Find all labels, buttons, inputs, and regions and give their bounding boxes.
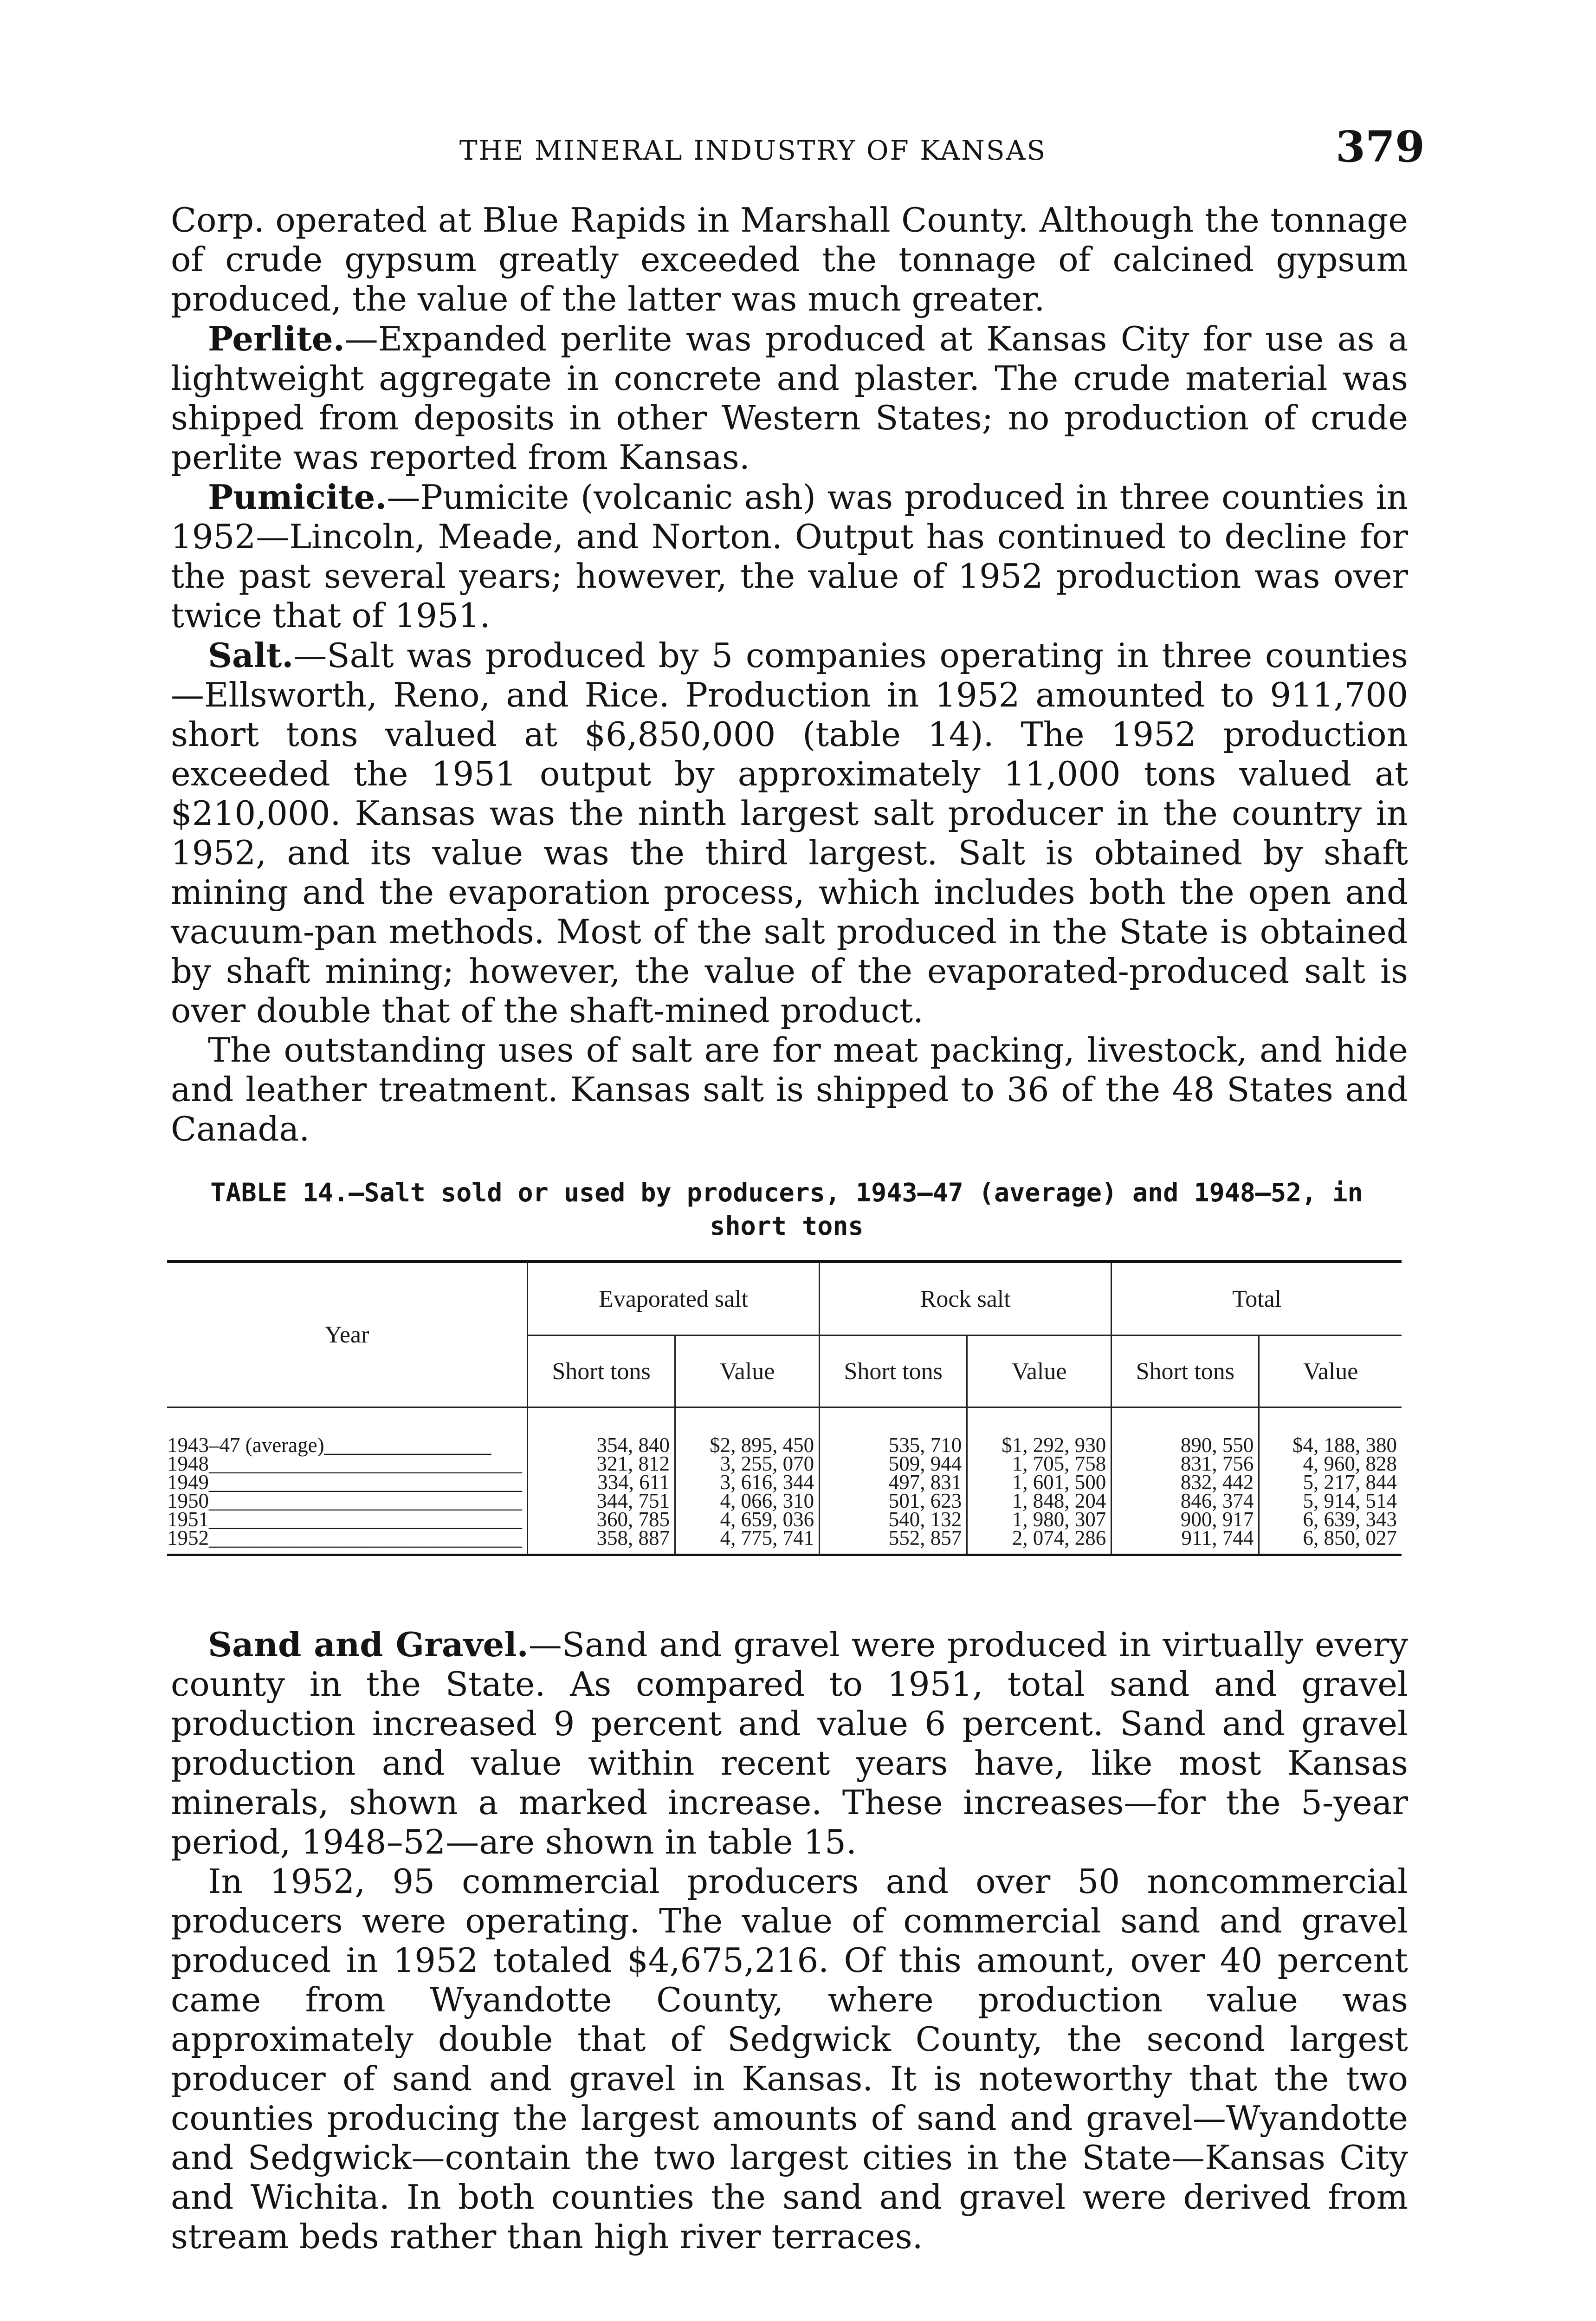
paragraph-pumicite (171, 477, 1408, 635)
cell-total-short-tons: 890, 550 (1111, 1407, 1259, 1455)
cell-year: 1948______________________________ (167, 1452, 522, 1475)
cell-rock-value: 1, 601, 500 (967, 1473, 1111, 1491)
cell-rock-value: 2, 074, 286 (967, 1529, 1111, 1555)
cell-evaporated-value: 3, 255, 070 (675, 1454, 820, 1473)
cell-year: 1949______________________________ (167, 1471, 522, 1494)
table-14-caption-line1: TABLE 14.—Salt sold or used by producers, 1943–47 (average) and 1948–52, in (210, 1178, 1363, 1207)
header-total-value: Value (1259, 1336, 1402, 1407)
cell-evaporated-value: 4, 775, 741 (675, 1529, 820, 1555)
cell-total-value: 5, 914, 514 (1259, 1491, 1402, 1510)
run-head-pumicite: Pumicite. (208, 477, 387, 517)
header-evaporated-value: Value (675, 1336, 820, 1407)
paragraph-salt-text: —Salt was produced by 5 companies operating in three counties—Ellsworth, Reno, and Rice. Production in 1952 amounted to 911,700 short tons valued at $6,850,000 (table 14). The 1952 production exceeded the 1951 output by approximately 11,000 tons valued at $210,000. Kansas was the ninth largest salt producer in the country in 1952, and its value was the third largest. Salt is obtained by shaft mining and the evaporation process, which includes both the open and vacuum-pan methods. Most of the salt produced in the State is obtained by shaft mining; however, the value of the evaporated-produced salt is over double that of the shaft-mined product. (171, 636, 1408, 1030)
header-total-short-tons: Short tons (1111, 1336, 1259, 1407)
cell-evaporated-short-tons: 360, 785 (528, 1510, 675, 1529)
header-rock-salt: Rock salt (820, 1262, 1111, 1336)
text-block-gypsum-to-salt (171, 201, 1408, 1149)
cell-rock-short-tons: 509, 944 (820, 1454, 967, 1473)
cell-total-value: 6, 850, 027 (1259, 1529, 1402, 1555)
table-row (167, 1454, 1402, 1473)
cell-total-short-tons: 832, 442 (1111, 1473, 1259, 1491)
cell-rock-value: 1, 848, 204 (967, 1491, 1111, 1510)
run-head-sand-and-gravel: Sand and Gravel. (208, 1625, 529, 1664)
cell-total-value: 5, 217, 844 (1259, 1473, 1402, 1491)
table-row (167, 1529, 1402, 1555)
paragraph-sand-and-gravel (171, 1625, 1408, 1862)
cell-year: 1943–47 (average)________________ (167, 1433, 491, 1457)
cell-total-short-tons: 846, 374 (1111, 1491, 1259, 1510)
table-group-header-row (167, 1262, 1402, 1336)
table-row (167, 1473, 1402, 1491)
cell-evaporated-short-tons: 344, 751 (528, 1491, 675, 1510)
table-14-caption (168, 1176, 1405, 1243)
table-row (167, 1491, 1402, 1510)
cell-total-value: 4, 960, 828 (1259, 1454, 1402, 1473)
cell-total-short-tons: 911, 744 (1111, 1529, 1259, 1555)
cell-total-short-tons: 831, 756 (1111, 1454, 1259, 1473)
paragraph-perlite-text: —Expanded perlite was produced at Kansas City for use as a lightweight aggregate in concrete and plaster. The crude material was shipped from deposits in other Western States; no production of crude perlite was reported from Kansas. (171, 319, 1408, 477)
run-head-salt: Salt. (208, 635, 294, 675)
cell-evaporated-short-tons: 321, 812 (528, 1454, 675, 1473)
cell-evaporated-value: $2, 895, 450 (675, 1407, 820, 1455)
cell-total-value: $4, 188, 380 (1259, 1407, 1402, 1455)
cell-evaporated-value: 4, 659, 036 (675, 1510, 820, 1529)
paragraph-pumicite-text: —Pumicite (volcanic ash) was produced in three counties in 1952—Lincoln, Meade, and Norton. Output has continued to decline for the past several years; however, the value of 1952 production was over twice that of 1951. (171, 478, 1408, 635)
cell-evaporated-value: 3, 616, 344 (675, 1473, 820, 1491)
running-title: THE MINERAL INDUSTRY OF KANSAS (459, 135, 1047, 166)
header-total: Total (1111, 1262, 1402, 1336)
header-year: Year (167, 1262, 528, 1407)
cell-rock-short-tons: 540, 132 (820, 1510, 967, 1529)
paragraph-producers-1952: In 1952, 95 commercial producers and over 50 noncommercial producers were operating. The value of commercial sand and gravel produced in 1952 totaled $4,675,216. Of this amount, over 40 percent came from Wyandotte County, where production value was approximately double that of Sedgwick County, the second largest producer of sand and gravel in Kansas. It is noteworthy that the two counties producing the largest amounts of sand and gravel—Wyandotte and Sedgwick—contain the two largest cities in the State—Kansas City and Wichita. In both counties the sand and gravel were derived from stream beds rather than high river terraces. (171, 1862, 1408, 2256)
cell-evaporated-short-tons: 334, 611 (528, 1473, 675, 1491)
cell-rock-value: $1, 292, 930 (967, 1407, 1111, 1455)
cell-rock-value: 1, 980, 307 (967, 1510, 1111, 1529)
header-evaporated-short-tons: Short tons (528, 1336, 675, 1407)
paragraph-salt-uses: The outstanding uses of salt are for meat packing, livestock, and hide and leather treatment. Kansas salt is shipped to 36 of the 48 States and Canada. (171, 1031, 1408, 1148)
table-14-caption-line2: short tons (710, 1211, 864, 1241)
cell-evaporated-short-tons: 354, 840 (528, 1407, 675, 1455)
paragraph-sand-and-gravel-text: —Sand and gravel were produced in virtually every county in the State. As compared to 1951, total sand and gravel production increased 9 percent and value 6 percent. Sand and gravel production and value within recent years have, like most Kansas minerals, shown a marked increase. These increases—for the 5-year period, 1948–52—are shown in table 15. (171, 1625, 1409, 1861)
table-row (167, 1407, 1402, 1455)
cell-year: 1950______________________________ (167, 1489, 522, 1512)
header-rock-value: Value (967, 1336, 1111, 1407)
header-evaporated-salt: Evaporated salt (528, 1262, 820, 1336)
paragraph-gypsum-continued: Corp. operated at Blue Rapids in Marshall County. Although the tonnage of crude gypsum greatly exceeded the tonnage of calcined gypsum produced, the value of the latter was much greater. (171, 201, 1408, 318)
cell-rock-short-tons: 501, 623 (820, 1491, 967, 1510)
cell-year: 1951______________________________ (167, 1508, 522, 1531)
page-number: 379 (1335, 122, 1425, 172)
cell-evaporated-value: 4, 066, 310 (675, 1491, 820, 1510)
cell-rock-short-tons: 535, 710 (820, 1407, 967, 1455)
cell-total-short-tons: 900, 917 (1111, 1510, 1259, 1529)
cell-evaporated-short-tons: 358, 887 (528, 1529, 675, 1555)
cell-year: 1952______________________________ (167, 1529, 528, 1555)
table-14-salt (167, 1260, 1402, 1556)
run-head-perlite: Perlite. (208, 319, 345, 358)
cell-rock-short-tons: 552, 857 (820, 1529, 967, 1555)
page-header (459, 122, 1425, 177)
header-rock-short-tons: Short tons (820, 1336, 967, 1407)
text-block-sand-and-gravel (171, 1625, 1408, 2256)
paragraph-salt (171, 635, 1408, 1031)
cell-rock-value: 1, 705, 758 (967, 1454, 1111, 1473)
cell-rock-short-tons: 497, 831 (820, 1473, 967, 1491)
cell-total-value: 6, 639, 343 (1259, 1510, 1402, 1529)
paragraph-perlite (171, 319, 1408, 477)
table-row (167, 1510, 1402, 1529)
